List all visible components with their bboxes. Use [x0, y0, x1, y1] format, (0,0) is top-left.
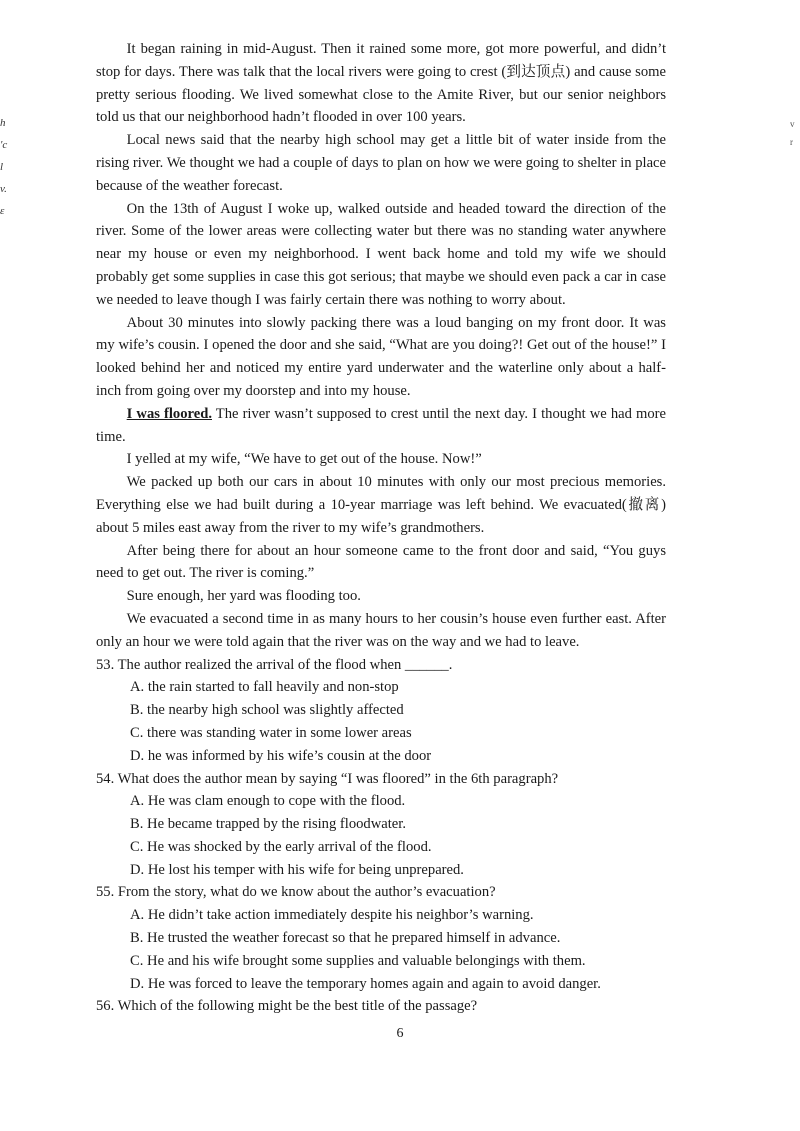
answer-option: D. he was informed by his wife’s cousin at the door	[130, 747, 432, 764]
passage-paragraph-5	[96, 403, 666, 449]
answer-option: A. He was clam enough to cope with the flood.	[130, 793, 406, 810]
answer-option: A. He didn’t take action immediately despite his neighbor’s warning.	[130, 907, 534, 924]
edge-mark: v.	[0, 183, 7, 195]
edge-mark: v	[790, 119, 795, 129]
reading-passage	[96, 38, 666, 1018]
emphasized-phrase: I was floored.	[126, 405, 212, 422]
passage-paragraph-10: We evacuated a second time in as many hours to her cousin’s house even further east. After only an hour we were told again that the river was on the way and we had to leave.	[96, 610, 666, 650]
answer-option: C. there was standing water in some lower areas	[130, 724, 412, 741]
edge-mark: ε	[0, 205, 5, 217]
answer-option: B. the nearby high school was slightly affected	[130, 702, 404, 719]
edge-mark: 'c	[0, 139, 8, 151]
question-stem: 53. The author realized the arrival of the flood when ______.	[96, 656, 453, 673]
passage-paragraph-3: On the 13th of August I woke up, walked outside and headed toward the direction of the river. Some of the lower areas were collecting water but there was no standing water anywhere near my house or even my neighborhood. I went back home and told my wife we should probably get some supplies in case this got serious; that maybe we should even pack a car in case we needed to leave though I was fairly certain there was nothing to worry about.	[96, 200, 666, 308]
edge-mark: r	[790, 137, 793, 147]
question-56	[96, 995, 666, 1018]
edge-mark: l	[0, 161, 4, 173]
passage-paragraph-9: Sure enough, her yard was flooding too.	[126, 588, 361, 605]
passage-paragraph-7: We packed up both our cars in about 10 minutes with only our most precious memories. Everything else we had built during a 10-year marriage was left behind. We evacuated(撤离) about 5 miles east away from the river to my wife’s grandmothers.	[96, 474, 666, 536]
answer-option: D. He lost his temper with his wife for being unprepared.	[130, 861, 464, 878]
answer-option: B. He trusted the weather forecast so that he prepared himself in advance.	[130, 930, 561, 947]
answer-option: A. the rain started to fall heavily and non-stop	[130, 679, 399, 696]
passage-paragraph-2: Local news said that the nearby high school may get a little bit of water inside from the rising river. We thought we had a couple of days to plan on how we were going to shelter in place because of the weather forecast.	[96, 132, 666, 194]
answer-option: C. He was shocked by the early arrival of the flood.	[130, 838, 432, 855]
passage-paragraph-1: It began raining in mid-August. Then it rained some more, got more powerful, and didn’t stop for days. There was talk that the local rivers were going to crest (到达顶点) and cause some pretty serious flooding. We lived somewhat close to the Amite River, but our senior neighbors told us that our neighborhood hadn’t flooded in over 100 years.	[96, 41, 666, 126]
question-53	[96, 654, 666, 768]
edge-mark: h	[0, 117, 6, 129]
page-number: 6	[396, 1026, 404, 1041]
question-stem: 54. What does the author mean by saying “I was floored” in the 6th paragraph?	[96, 770, 559, 787]
question-55	[96, 881, 666, 995]
answer-option: D. He was forced to leave the temporary homes again and again to avoid danger.	[130, 975, 601, 992]
answer-option: B. He became trapped by the rising floodwater.	[130, 816, 406, 833]
question-stem: 56. Which of the following might be the best title of the passage?	[96, 998, 478, 1015]
passage-paragraph-6: I yelled at my wife, “We have to get out of the house. Now!”	[126, 451, 482, 468]
question-54	[96, 768, 666, 882]
passage-paragraph-8: After being there for about an hour someone came to the front door and said, “You guys need to get out. The river is coming.”	[96, 542, 666, 582]
question-stem: 55. From the story, what do we know about the author’s evacuation?	[96, 884, 496, 901]
passage-paragraph-4: About 30 minutes into slowly packing there was a loud banging on my front door. It was my wife’s cousin. I opened the door and she said, “What are you doing?! Get out of the house!” I looked behind her and noticed my entire yard underwater and the waterline only about a half-inch from going over my doorstep and into my house.	[96, 314, 666, 399]
answer-option: C. He and his wife brought some supplies and valuable belongings with them.	[130, 952, 586, 969]
left-edge-marks	[0, 112, 14, 222]
right-edge-marks	[790, 115, 800, 151]
paragraph-5-rest: The river wasn’t supposed to crest until the next day. I thought we had more time.	[96, 405, 666, 445]
